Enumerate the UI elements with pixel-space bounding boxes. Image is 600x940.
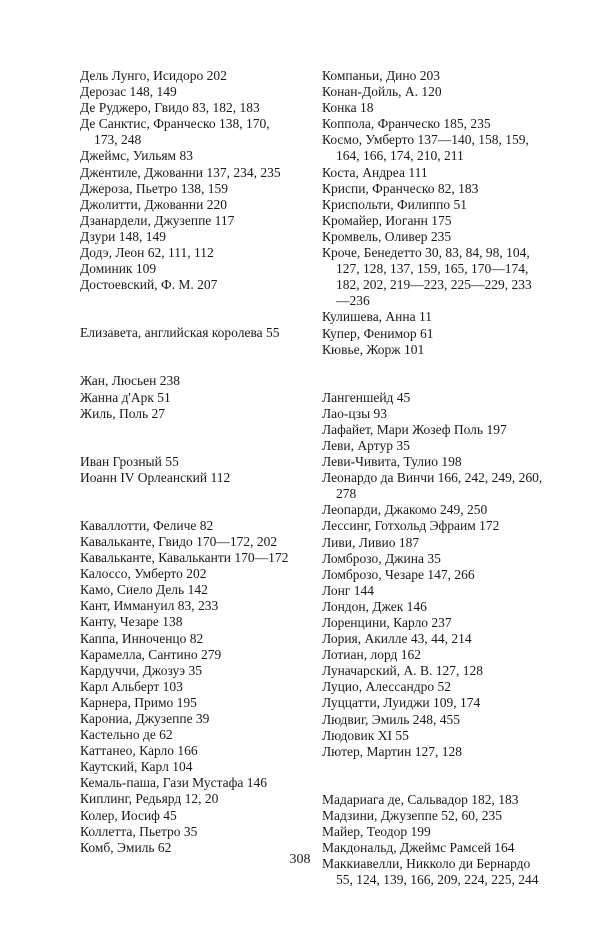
index-entry: Кулишева, Анна 11	[322, 309, 432, 325]
index-entry: Жанна д'Арк 51	[80, 389, 171, 405]
index-entry: Карнера, Примо 195	[80, 694, 197, 710]
index-entry: Ливи, Ливио 187	[322, 534, 420, 550]
index-entry: Кавальканте, Кавальканти 170—172	[80, 550, 289, 566]
index-entry: Кастельно де 62	[80, 727, 173, 743]
index-entry: Кавальканте, Гвидо 170—172, 202	[80, 533, 278, 549]
index-entry: Джероза, Пьетро 138, 159	[80, 180, 229, 196]
index-entry: Лессинг, Готхольд Эфраим 172	[322, 518, 500, 534]
index-entry: Компаньи, Дино 203	[322, 68, 440, 83]
index-entry: Кювье, Жорж 101	[322, 341, 425, 357]
index-entry: Луццатти, Луиджи 109, 174	[322, 695, 481, 711]
index-entry: Киплинг, Редьярд 12, 20	[80, 791, 219, 807]
index-entry: Де Руджеро, Гвидо 83, 182, 183	[80, 100, 260, 116]
index-column-left	[80, 68, 290, 856]
index-entry: Криспи, Франческо 82, 183	[322, 180, 479, 196]
index-entry: Каваллотти, Феличе 82	[80, 517, 214, 533]
index-entry: Лотиан, лорд 162	[322, 647, 422, 663]
index-entry: Доминик 109	[80, 261, 157, 277]
index-entry: Людвиг, Эмиль 248, 455	[322, 711, 460, 727]
index-entry: Ломброзо, Чезаре 147, 266	[322, 566, 475, 582]
index-entry: Джолитти, Джованни 220	[80, 196, 227, 212]
index-entry: Лория, Акилле 43, 44, 214	[322, 631, 472, 647]
index-entry: Кромвель, Оливер 235	[322, 228, 452, 244]
letter-section-gap	[80, 422, 290, 454]
index-entry: Кроче, Бенедетто 30, 83, 84, 98, 104, 127, 128, 137, 159, 165, 170—174, 182, 202, 219—223, 225—229, 233—236	[322, 245, 532, 309]
index-entry: Леонардо да Винчи 166, 242, 249, 260, 278	[322, 470, 543, 502]
letter-section-gap	[80, 341, 290, 373]
index-entry: Камо, Сиело Дель 142	[80, 582, 208, 598]
index-entry: Иоанн IV Орлеанский 112	[80, 469, 231, 485]
index-entry: Елизавета, английская королева 55	[80, 325, 280, 341]
index-entry: Кемаль-паша, Гази Мустафа 146	[80, 775, 268, 791]
index-entry: Лао-цзы 93	[322, 405, 388, 421]
index-entry: Лангеншейд 45	[322, 389, 411, 405]
index-entry: Леопарди, Джакомо 249, 250	[322, 502, 488, 518]
index-entry: Луначарский, А. В. 127, 128	[322, 663, 484, 679]
index-entry: Канту, Чезаре 138	[80, 614, 183, 630]
index-entry: Карамелла, Сантино 279	[80, 646, 222, 662]
index-entry: Дель Лунго, Исидоро 202	[80, 68, 227, 83]
letter-section-gap	[322, 358, 544, 390]
index-entry: Джеймс, Уильям 83	[80, 148, 193, 164]
index-entry: Иван Грозный 55	[80, 453, 179, 469]
index-entry: Лютер, Мартин 127, 128	[322, 743, 462, 759]
index-entry: Коста, Андреа 111	[322, 164, 428, 180]
index-entry: Маккиавелли, Никколо ди Бернардо 55, 124, 139, 166, 209, 224, 225, 244	[322, 856, 539, 888]
index-entry: Колер, Иосиф 45	[80, 807, 177, 823]
index-entry: Лафайет, Мари Жозеф Поль 197	[322, 421, 507, 437]
index-entry: Достоевский, Ф. М. 207	[80, 277, 218, 293]
index-entry: Ломброзо, Джина 35	[322, 550, 441, 566]
index-entry: Криспольти, Филиппо 51	[322, 196, 467, 212]
index-entry: Каттанео, Карло 166	[80, 743, 198, 759]
index-entry: Леви-Чивита, Тулио 198	[322, 454, 462, 470]
index-entry: Кант, Иммануил 83, 233	[80, 598, 219, 614]
index-entry: Каппа, Инноченцо 82	[80, 630, 204, 646]
index-entry: Коппола, Франческо 185, 235	[322, 116, 491, 132]
letter-section-gap	[80, 486, 290, 518]
index-entry: Карониа, Джузеппе 39	[80, 711, 210, 726]
letter-section-gap	[80, 293, 290, 325]
index-entry: Коллетта, Пьетро 35	[80, 823, 198, 839]
index-entry: Жан, Люсьен 238	[80, 373, 180, 389]
page-number: 308	[289, 852, 311, 867]
index-entry: Луцио, Алессандро 52	[322, 679, 451, 695]
index-entry: Мадзини, Джузеппе 52, 60, 235	[322, 807, 502, 823]
index-entry: Джентиле, Джованни 137, 234, 235	[80, 164, 281, 180]
index-entry: Комб, Эмиль 62	[80, 839, 172, 855]
letter-section-gap	[322, 760, 544, 792]
index-entry: Додэ, Леон 62, 111, 112	[80, 245, 214, 261]
index-entry: Жиль, Поль 27	[80, 405, 166, 421]
index-entry: Мадариага де, Сальвадор 182, 183	[322, 791, 519, 807]
index-entry: Дзури 148, 149	[80, 228, 166, 244]
index-entry: Людовик XI 55	[322, 727, 409, 743]
index-entry: Кардуччи, Джозуэ 35	[80, 662, 202, 678]
index-entry: Лондон, Джек 146	[322, 598, 427, 614]
index-entry: Калоссо, Умберто 202	[80, 566, 207, 582]
index-entry: Леви, Артур 35	[322, 437, 410, 453]
index-entry: Карл Альберт 103	[80, 678, 183, 694]
index-entry: Де Санктис, Франческо 138, 170, 173, 248	[80, 116, 270, 148]
index-entry: Каутский, Карл 104	[80, 759, 193, 775]
index-entry: Кромайер, Иоганн 175	[322, 212, 452, 228]
index-entry: Макдональд, Джеймс Рамсей 164	[322, 840, 515, 856]
index-entry: Майер, Теодор 199	[322, 824, 431, 840]
index-entry: Лоренцини, Карло 237	[322, 615, 452, 630]
index-entry: Конан-Дойль, А. 120	[322, 84, 442, 100]
index-column-right	[322, 68, 544, 888]
index-entry: Конка 18	[322, 100, 374, 116]
index-entry: Космо, Умберто 137—140, 158, 159, 164, 166, 174, 210, 211	[322, 132, 529, 164]
index-entry: Купер, Фенимор 61	[322, 325, 434, 341]
index-entry: Лонг 144	[322, 582, 374, 598]
index-entry: Дзанардели, Джузеппе 117	[80, 212, 235, 228]
index-entry: Дерозас 148, 149	[80, 84, 177, 100]
